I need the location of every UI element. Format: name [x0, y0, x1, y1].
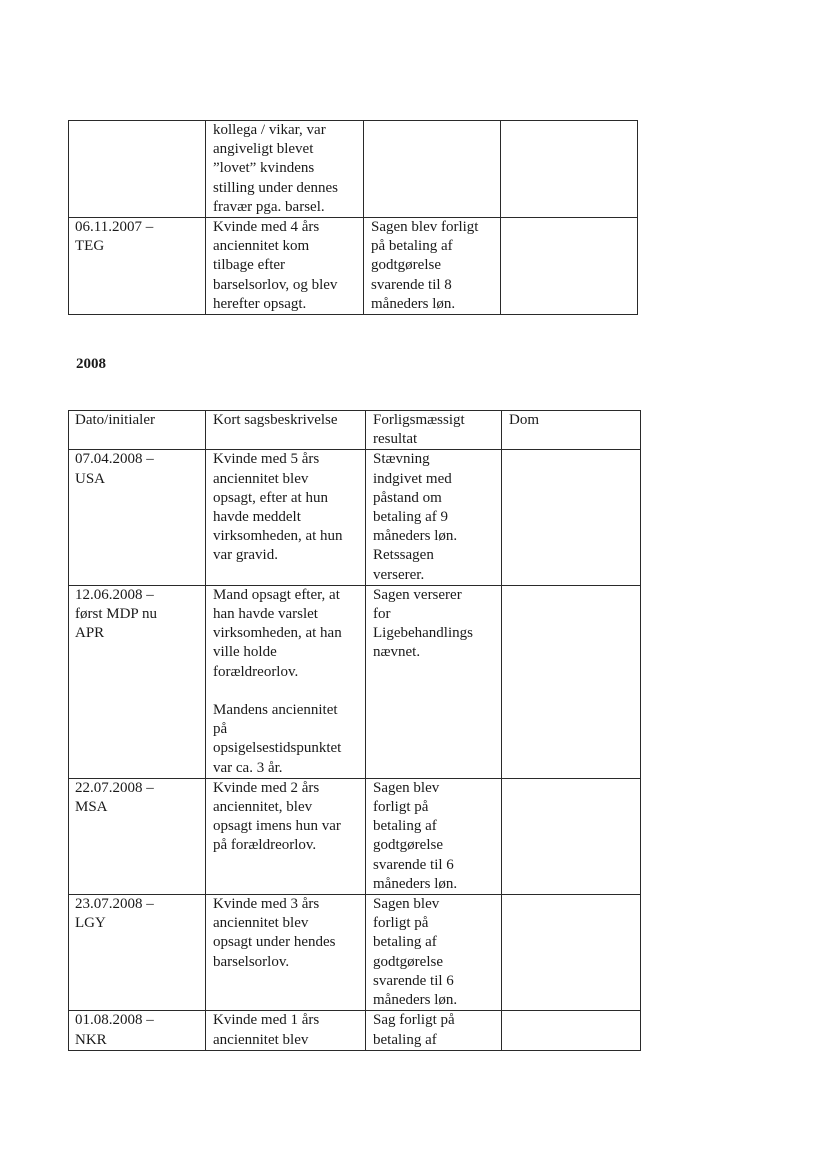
description-cell [206, 121, 364, 218]
verdict-cell [502, 1011, 641, 1050]
table-header-row [69, 411, 641, 450]
table-row [69, 895, 641, 1011]
date-cell [69, 895, 206, 1011]
result-cell [366, 585, 502, 778]
table-row [69, 121, 638, 218]
description-text: Kvinde med 5 års anciennitet blev opsagt, efter at hun havde meddelt virksomheden, at hun var gravid. [213, 451, 343, 564]
result-cell [366, 1011, 502, 1050]
result-text: Sagen verserer for Ligebehandlings nævnet. [373, 586, 473, 661]
date-text: 22.07.2008 – MSA [75, 779, 154, 816]
header-date-text: Dato/initialer [75, 412, 155, 428]
date-cell [69, 585, 206, 778]
description-cell [206, 585, 366, 778]
table-row [69, 585, 641, 778]
date-text: 01.08.2008 – NKR [75, 1012, 154, 1048]
result-text: Sagen blev forligt på betaling af godtgørelse svarende til 6 måneders løn. [373, 896, 458, 1009]
table-row [69, 1011, 641, 1050]
date-cell [69, 1011, 206, 1050]
description-cell [206, 450, 366, 585]
result-cell [366, 778, 502, 894]
year-heading: 2008 [76, 356, 106, 372]
result-text: Sagen blev forligt på betaling af godtgørelse svarende til 8 måneders løn. [371, 219, 479, 312]
date-cell [69, 121, 206, 218]
verdict-cell [501, 218, 638, 315]
description-text: Mand opsagt efter, at han havde varslet virksomheden, at han ville holde forældreorlov. Mandens anciennitet på opsigelsestidspunktet var ca. 3 år. [213, 586, 342, 776]
table-row [69, 450, 641, 585]
date-text: 23.07.2008 – LGY [75, 896, 154, 932]
header-result [366, 411, 502, 450]
verdict-cell [501, 121, 638, 218]
result-cell [366, 895, 502, 1011]
verdict-cell [502, 895, 641, 1011]
description-text: Kvinde med 2 års anciennitet, blev opsagt imens hun var på forældreorlov. [213, 779, 341, 854]
date-text: 06.11.2007 – TEG [75, 219, 154, 255]
description-cell [206, 778, 366, 894]
verdict-cell [502, 778, 641, 894]
cases-table-continued [68, 120, 638, 315]
description-cell [206, 1011, 366, 1050]
date-cell [69, 778, 206, 894]
cases-table-2008 [68, 410, 641, 1051]
header-description-text: Kort sagsbeskrivelse [213, 412, 338, 428]
verdict-cell [502, 450, 641, 585]
date-text: 07.04.2008 – USA [75, 451, 154, 487]
table-row [69, 218, 638, 315]
description-cell [206, 218, 364, 315]
result-text: Sagen blev forligt på betaling af godtgørelse svarende til 6 måneders løn. [373, 779, 458, 892]
description-cell [206, 895, 366, 1011]
header-result-text: Forligsmæssigt resultat [373, 412, 465, 448]
description-text: Kvinde med 3 års anciennitet blev opsagt under hendes barselsorlov. [213, 896, 336, 970]
header-verdict-text: Dom [509, 412, 539, 428]
date-cell [69, 450, 206, 585]
description-text: kollega / vikar, var angiveligt blevet ”lovet” kvindens stilling under dennes fravær pga. barsel. [213, 122, 338, 215]
description-text: Kvinde med 1 års anciennitet blev [213, 1012, 320, 1048]
verdict-cell [502, 585, 641, 778]
description-text: Kvinde med 4 års anciennitet kom tilbage efter barselsorlov, og blev herefter opsagt. [213, 219, 338, 312]
date-text: 12.06.2008 – først MDP nu APR [75, 586, 157, 642]
result-cell [364, 121, 501, 218]
result-text: Stævning indgivet med påstand om betaling af 9 måneders løn. Retssagen verserer. [373, 451, 458, 583]
result-cell [366, 450, 502, 585]
header-description [206, 411, 366, 450]
result-text: Sag forligt på betaling af [373, 1012, 455, 1048]
table-row [69, 778, 641, 894]
date-cell [69, 218, 206, 315]
result-cell [364, 218, 501, 315]
header-verdict [502, 411, 641, 450]
header-date [69, 411, 206, 450]
